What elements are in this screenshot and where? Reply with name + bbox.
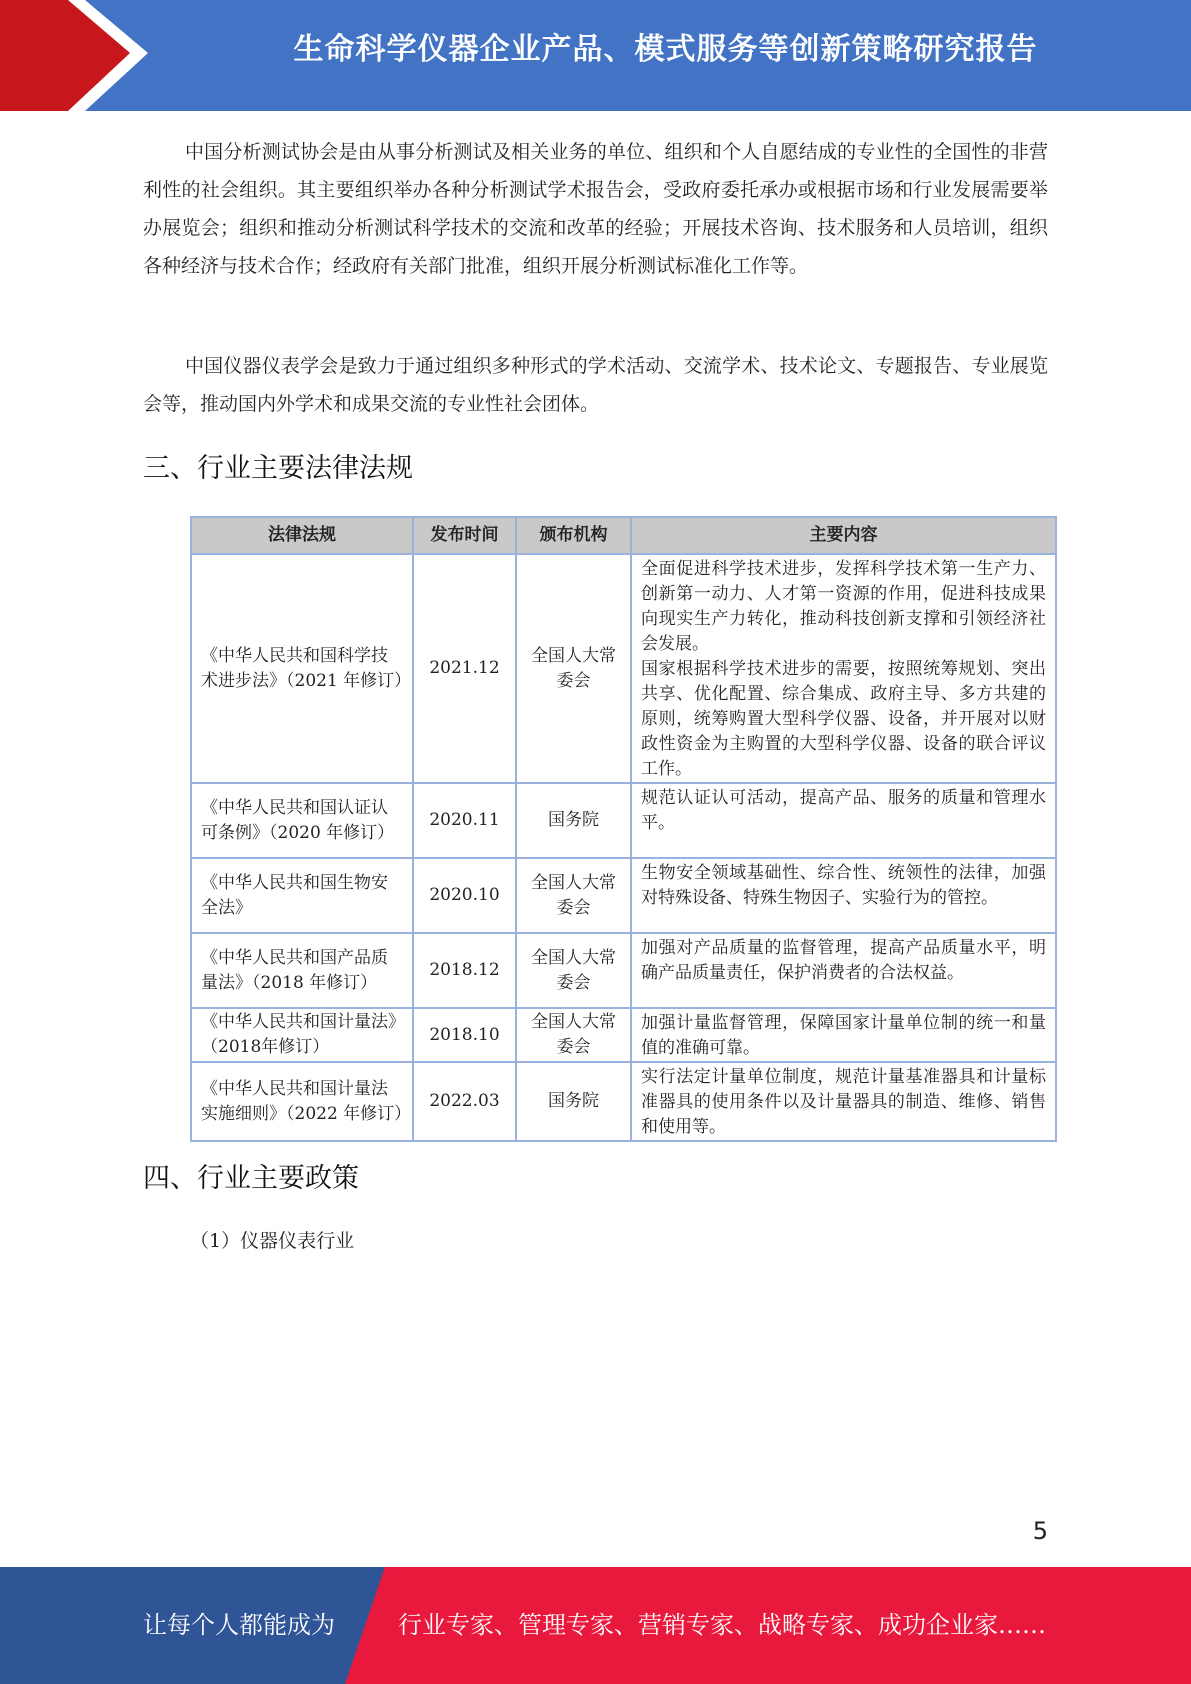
main-content-part-1: 全面促进科学技术进步，发挥科学技术第一生产力、创新第一动力、人才第一资源的作用，促进科技成果向现实生产力转化，推动科技创新支撑和引领经济社会发展。 bbox=[641, 559, 1046, 654]
table-row bbox=[191, 933, 1056, 1008]
issuing-body: 国务院 bbox=[516, 783, 631, 858]
table-header-row bbox=[191, 517, 1056, 554]
publish-date: 2020.11 bbox=[413, 783, 516, 858]
table-row bbox=[191, 783, 1056, 858]
publish-date: 2018.10 bbox=[413, 1008, 516, 1062]
law-name: 《中华人民共和国计量法》（2018年修订） bbox=[191, 1008, 413, 1062]
main-content-part-2: 国家根据科学技术进步的需要，按照统筹规划、突出共享、优化配置、综合集成、政府主导、多方共建的原则，统筹购置大型科学仪器、设备，并开展对以财政性资金为主购置的大型科学仪器、设备的联合评议工作。 bbox=[641, 659, 1046, 779]
page-footer bbox=[0, 1567, 1191, 1684]
main-content: 实行法定计量单位制度，规范计量基准器具和计量标准器具的使用条件以及计量器具的制造、维修、销售和使用等。 bbox=[631, 1062, 1056, 1141]
publish-date: 2018.12 bbox=[413, 933, 516, 1008]
column-header-content: 主要内容 bbox=[631, 517, 1056, 554]
column-header-law: 法律法规 bbox=[191, 517, 413, 554]
main-content: 加强对产品质量的监督管理，提高产品质量水平，明确产品质量责任，保护消费者的合法权益。 bbox=[631, 933, 1056, 1008]
issuing-body: 全国人大常委会 bbox=[516, 1008, 631, 1062]
law-name: 《中华人民共和国认证认可条例》（2020 年修订） bbox=[191, 783, 413, 858]
issuing-body: 全国人大常委会 bbox=[516, 858, 631, 933]
issuing-body: 全国人大常委会 bbox=[516, 933, 631, 1008]
table-row bbox=[191, 554, 1056, 783]
table-row bbox=[191, 1062, 1056, 1141]
main-content: 规范认证认可活动，提高产品、服务的质量和管理水平。 bbox=[631, 783, 1056, 858]
page-number: 5 bbox=[1032, 1517, 1048, 1545]
subsection-instruments: （1）仪器仪表行业 bbox=[190, 1230, 355, 1252]
page-header bbox=[0, 0, 1191, 111]
publish-date: 2021.12 bbox=[413, 554, 516, 783]
main-content: 加强计量监督管理，保障国家计量单位制的统一和量值的准确可靠。 bbox=[631, 1008, 1056, 1062]
publish-date: 2022.03 bbox=[413, 1062, 516, 1141]
laws-table bbox=[190, 516, 1057, 1142]
report-title: 生命科学仪器企业产品、模式服务等创新策略研究报告 bbox=[293, 32, 1038, 67]
main-content: 生物安全领域基础性、综合性、统领性的法律，加强对特殊设备、特殊生物因子、实验行为的管控。 bbox=[631, 858, 1056, 933]
law-name: 《中华人民共和国科学技术进步法》（2021 年修订） bbox=[191, 554, 413, 783]
paragraph-analysis-association: 中国分析测试协会是由从事分析测试及相关业务的单位、组织和个人自愿结成的专业性的全国性的非营利性的社会组织。其主要组织举办各种分析测试学术报告会，受政府委托承办或根据市场和行业发展需要举办展览会；组织和推动分析测试科学技术的交流和改革的经验；开展技术咨询、技术服务和人员培训，组织各种经济与技术合作；经政府有关部门批准，组织开展分析测试标准化工作等。 bbox=[143, 141, 1048, 277]
main-content bbox=[631, 554, 1056, 783]
column-header-org: 颁布机构 bbox=[516, 517, 631, 554]
footer-slogan-right: 行业专家、管理专家、营销专家、战略专家、成功企业家…… bbox=[398, 1611, 1046, 1639]
issuing-body: 全国人大常委会 bbox=[516, 554, 631, 783]
law-name: 《中华人民共和国产品质量法》（2018 年修订） bbox=[191, 933, 413, 1008]
footer-slogan-left: 让每个人都能成为 bbox=[143, 1611, 335, 1639]
section-heading-laws: 三、行业主要法律法规 bbox=[143, 453, 413, 484]
issuing-body: 国务院 bbox=[516, 1062, 631, 1141]
law-name: 《中华人民共和国计量法实施细则》（2022 年修订） bbox=[191, 1062, 413, 1141]
publish-date: 2020.10 bbox=[413, 858, 516, 933]
column-header-date: 发布时间 bbox=[413, 517, 516, 554]
table-row bbox=[191, 858, 1056, 933]
paragraph-instrument-society: 中国仪器仪表学会是致力于通过组织多种形式的学术活动、交流学术、技术论文、专题报告、专业展览会等，推动国内外学术和成果交流的专业性社会团体。 bbox=[143, 355, 1048, 415]
table-row bbox=[191, 1008, 1056, 1062]
section-heading-policies: 四、行业主要政策 bbox=[143, 1163, 359, 1194]
law-name: 《中华人民共和国生物安全法》 bbox=[191, 858, 413, 933]
